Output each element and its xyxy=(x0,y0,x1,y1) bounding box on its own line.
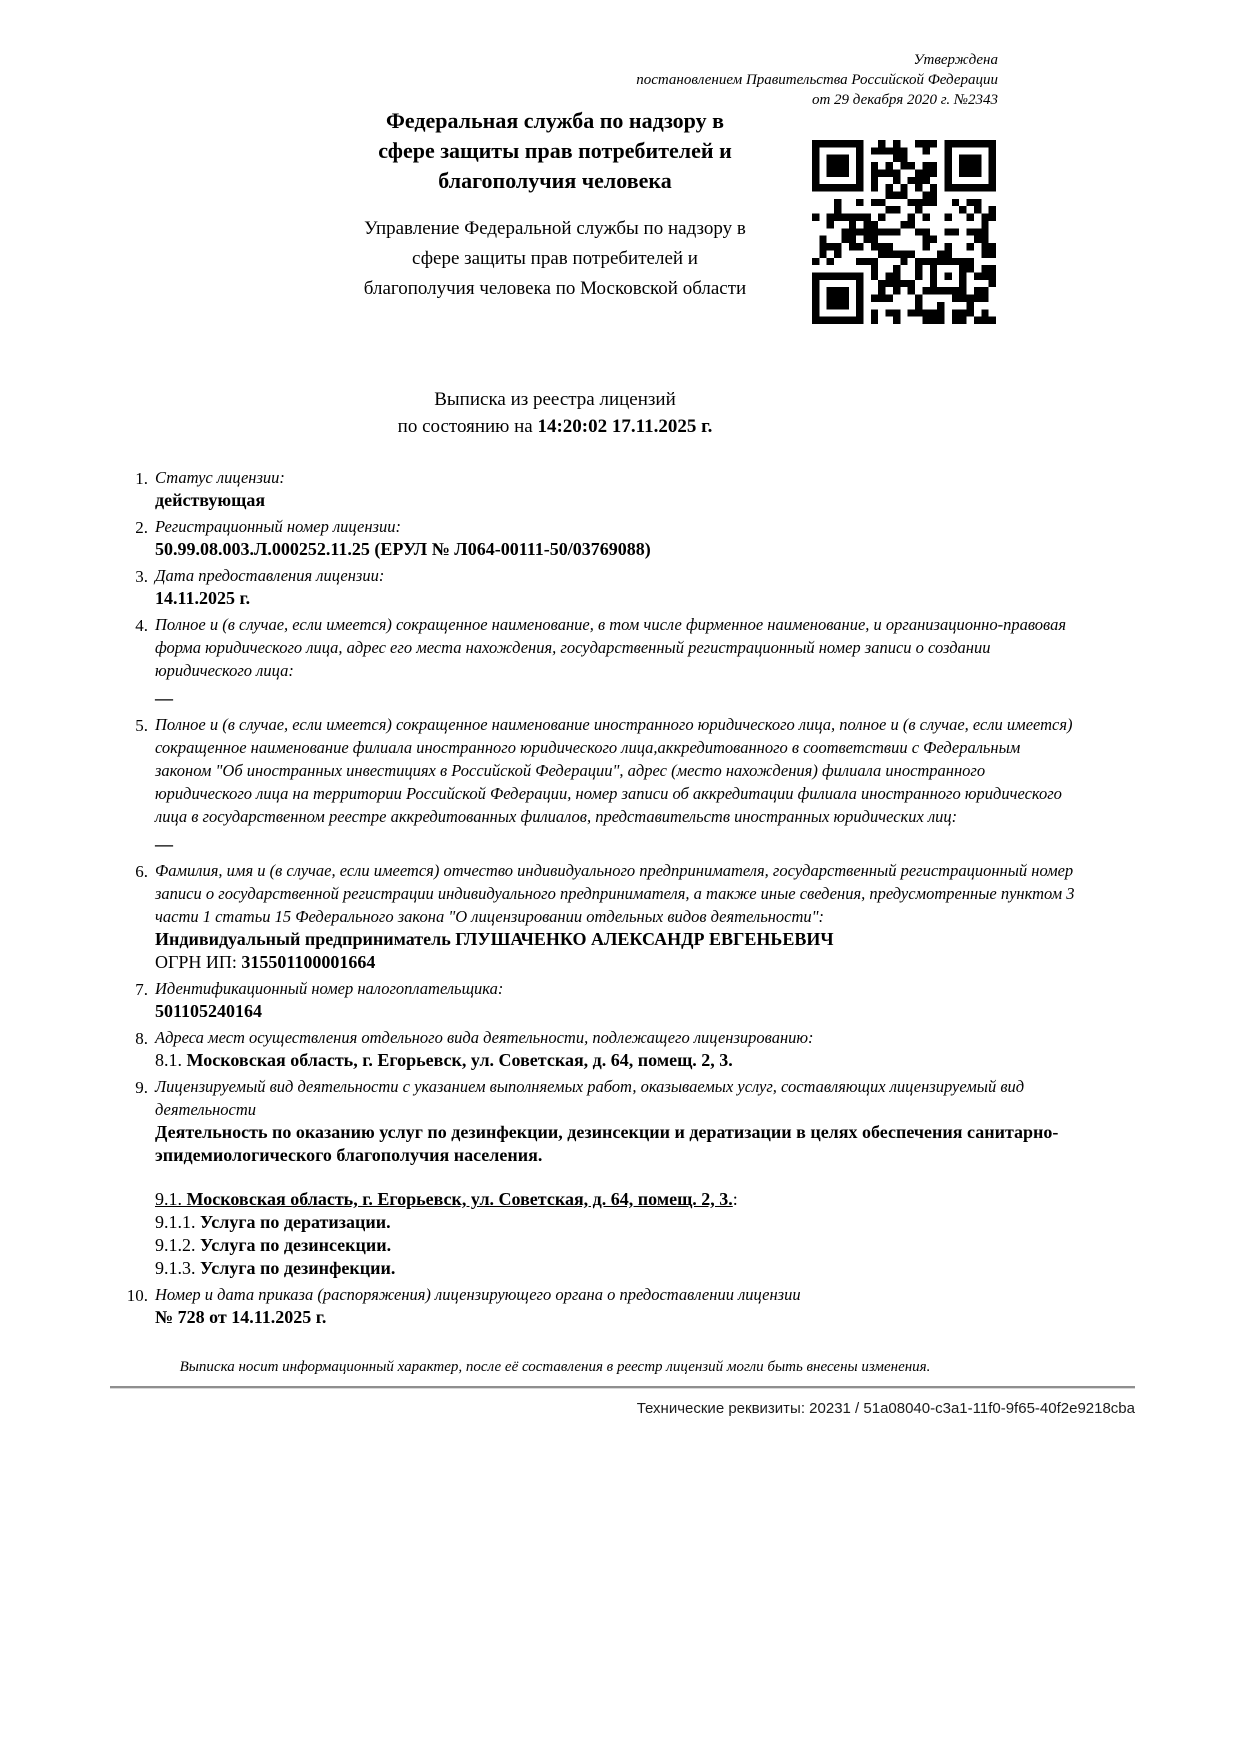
item-value: — xyxy=(155,688,173,708)
item-value: — xyxy=(155,834,173,854)
address-line xyxy=(155,1049,1080,1072)
item-label: Идентификационный номер налогоплательщика: xyxy=(155,979,504,998)
item-number: 10. xyxy=(126,1286,148,1305)
header-block xyxy=(255,106,855,304)
technical-requisites-label: Технические реквизиты: xyxy=(636,1400,805,1417)
item-label: Регистрационный номер лицензии: xyxy=(155,517,401,536)
item-value: 501105240164 xyxy=(155,1001,263,1021)
item-label: Адреса мест осуществления отдельного вида деятельности, подлежащего лицензированию: xyxy=(155,1028,814,1047)
item-number: 3. xyxy=(135,567,148,586)
item-foreign-entity xyxy=(118,713,1080,856)
service-text: Услуга по дезинфекции. xyxy=(200,1258,396,1278)
service-number: 9.1.2. xyxy=(155,1235,200,1255)
item-grant-date xyxy=(118,564,1080,610)
item-label: Статус лицензии: xyxy=(155,468,285,487)
technical-requisites-value: 20231 / 51a08040-c3a1-11f0-9f65-40f2e9218cba xyxy=(805,1400,1135,1417)
footer-disclaimer: Выписка носит информационный характер, после её составления в реестр лицензий могли быть внесены изменения. xyxy=(179,1359,931,1375)
item-label: Полное и (в случае, если имеется) сокращенное наименование иностранного юридического лица, полное и (в случае, если имеется) сокращенное наименование филиала иностранного юридического лица,аккредитованного в соответствии с Федеральным законом "Об иностранных инвестициях в Российской Федерации", адрес (место нахождения) филиала иностранного юридического лица на территории Российской Федерации, номер записи об аккредитации филиала иностранного юридического лица в государственном реестре аккредитованных филиалов, представительств иностранных юридических лиц: xyxy=(155,715,1073,826)
approval-line: постановлением Правительства Российской Федерации xyxy=(636,72,998,88)
license-items-list xyxy=(118,466,1080,1332)
ogrn-value: 315501100001664 xyxy=(241,952,376,972)
item-number: 8. xyxy=(135,1029,148,1048)
ogrn-line xyxy=(155,951,1080,974)
extract-datetime: 14:20:02 17.11.2025 г. xyxy=(537,416,713,437)
technical-requisites xyxy=(637,1400,1135,1417)
item-label: Дата предоставления лицензии: xyxy=(155,566,385,585)
activity-address-number: 9.1. xyxy=(155,1189,187,1209)
item-label: Лицензируемый вид деятельности с указанием выполняемых работ, оказываемых услуг, составляющих лицензируемый вид деятельности xyxy=(155,1077,1025,1119)
entrepreneur-name: Индивидуальный предприниматель ГЛУШАЧЕНКО АЛЕКСАНДР ЕВГЕНЬЕВИЧ xyxy=(155,929,834,949)
item-number: 6. xyxy=(135,862,148,881)
department-name: Управление Федеральной службы по надзору в сфере защиты прав потребителей и благополучия человека по Московской области xyxy=(363,218,747,299)
item-inn xyxy=(118,977,1080,1023)
service-item xyxy=(155,1211,1080,1234)
document-title-line: Выписка из реестра лицензий xyxy=(434,389,676,410)
service-text: Услуга по дезинсекции. xyxy=(200,1235,392,1255)
agency-title: Федеральная служба по надзору в сфере защиты прав потребителей и благополучия человека xyxy=(378,108,732,193)
item-number: 5. xyxy=(135,716,148,735)
item-entrepreneur xyxy=(118,859,1080,974)
approval-line: Утверждена xyxy=(913,52,998,68)
item-number: 7. xyxy=(135,980,148,999)
address-value: Московская область, г. Егорьевск, ул. Советская, д. 64, помещ. 2, 3. xyxy=(186,1050,733,1070)
approval-note xyxy=(636,50,998,110)
service-number: 9.1.1. xyxy=(155,1212,200,1232)
activity-address-line xyxy=(155,1188,1080,1211)
activity-address-colon: : xyxy=(732,1189,738,1209)
activity-description: Деятельность по оказанию услуг по дезинфекции, дезинсекции и дератизации в целях обеспечения санитарно-эпидемиологического благополучия населения. xyxy=(155,1122,1059,1165)
item-label: Номер и дата приказа (распоряжения) лицензирующего органа о предоставлении лицензии xyxy=(155,1285,801,1304)
approval-line: от 29 декабря 2020 г. №2343 xyxy=(811,92,998,108)
item-status xyxy=(118,466,1080,512)
item-number: 2. xyxy=(135,518,148,537)
service-number: 9.1.3. xyxy=(155,1258,200,1278)
item-number: 1. xyxy=(135,469,148,488)
address-number: 8.1. xyxy=(155,1050,187,1070)
service-item xyxy=(155,1257,1080,1280)
item-number: 4. xyxy=(135,616,148,635)
item-value: действующая xyxy=(155,490,266,510)
item-activity xyxy=(118,1075,1080,1280)
ogrn-label: ОГРН ИП: xyxy=(155,952,242,972)
item-value: 14.11.2025 г. xyxy=(155,588,251,608)
extract-date-line: по состоянию на 14:20:02 17.11.2025 г. xyxy=(397,416,713,437)
activity-address: Московская область, г. Егорьевск, ул. Советская, д. 64, помещ. 2, 3. xyxy=(186,1189,733,1209)
item-value: 50.99.08.003.Л.000252.11.25 (ЕРУЛ № Л064-00111-50/03769088) xyxy=(155,539,651,559)
service-text: Услуга по дератизации. xyxy=(200,1212,391,1232)
document-title xyxy=(155,386,955,440)
item-label: Полное и (в случае, если имеется) сокращенное наименование, в том числе фирменное наименование, и организационно-правовая форма юридического лица, адрес его места нахождения, государственный регистрационный номер записи о создании юридического лица: xyxy=(155,615,1067,680)
qr-code-icon xyxy=(812,140,996,324)
item-addresses xyxy=(118,1026,1080,1072)
item-number: 9. xyxy=(135,1078,148,1097)
item-reg-number xyxy=(118,515,1080,561)
service-item xyxy=(155,1234,1080,1257)
item-legal-entity xyxy=(118,613,1080,710)
item-label: Фамилия, имя и (в случае, если имеется) отчество индивидуального предпринимателя, государственный регистрационный номер записи о государственной регистрации индивидуального предпринимателя, а также иные сведения, предусмотренные пунктом 3 части 1 статьи 15 Федерального закона "О лицензировании отдельных видов деятельности": xyxy=(155,861,1075,926)
divider-line xyxy=(110,1386,1135,1389)
item-value: № 728 от 14.11.2025 г. xyxy=(155,1307,327,1327)
item-order xyxy=(118,1283,1080,1329)
